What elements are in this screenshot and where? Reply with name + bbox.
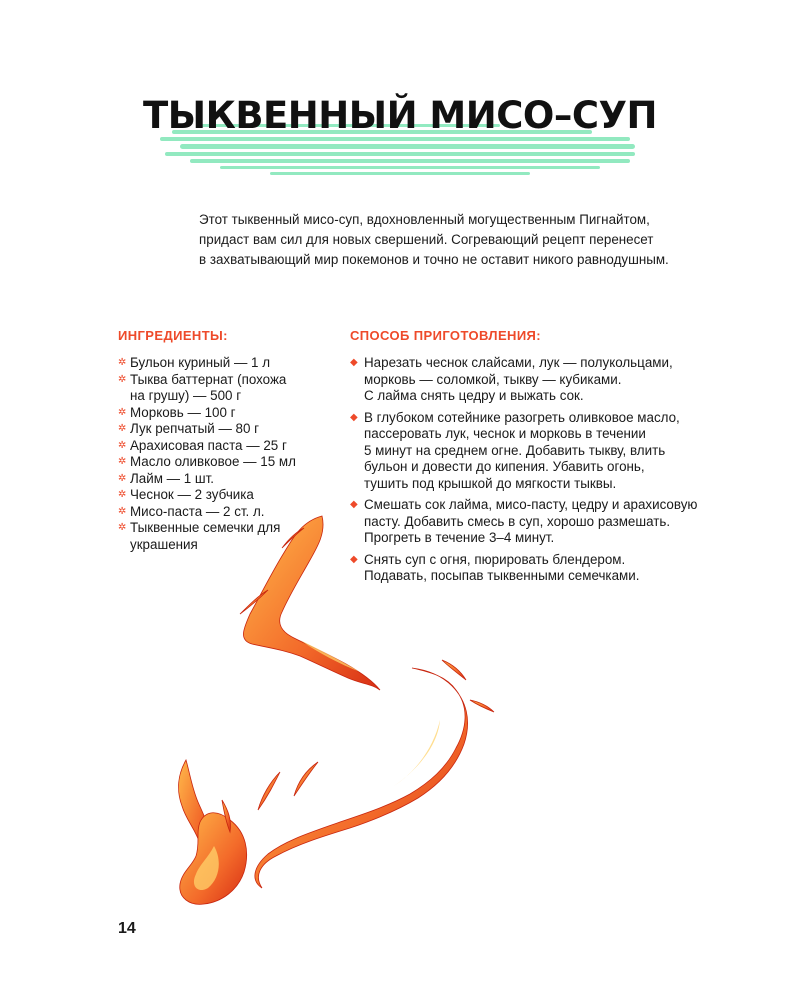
list-item: ◆ Снять суп с огня, пюрировать блендером. Подавать, посыпав тыквенными семечками. [350, 551, 640, 583]
sun-bullet-icon: ✲ [118, 456, 127, 467]
sun-bullet-icon: ✲ [118, 423, 127, 434]
list-item: ✲ Тыква баттернат (похожа на грушу) — 500 г [118, 371, 287, 403]
list-item: ✲ Чеснок — 2 зубчика [118, 487, 254, 502]
list-item: ✲ Арахисовая паста — 25 г [118, 437, 287, 453]
list-item: ◆ Смешать сок лайма, мисо-пасту, цедру и арахисовую пасту. Добавить смесь в суп, хорошо размешать. Прогреть в течение 3–4 минут. [350, 497, 698, 545]
page-number: 14 [118, 920, 136, 937]
sun-bullet-icon: ✲ [118, 439, 127, 451]
list-item: ✲ Тыквенные семечки для украшения [118, 520, 281, 552]
sun-bullet-icon: ✲ [118, 406, 127, 418]
ingredients-heading: ИНГРЕДИЕНТЫ: [118, 328, 228, 343]
method-heading: СПОСОБ ПРИГОТОВЛЕНИЯ: [350, 328, 542, 343]
sun-bullet-icon: ✲ [118, 472, 127, 484]
list-item: ◆ В глубоком сотейнике разогреть оливковое масло, пассеровать лук, чеснок и морковь в течении 5 минут на среднем огне. Добавить тыкву, влить бульон и довести до кипения. Убавить огонь, тушить под крышкой до мягкости тыквы. [350, 409, 680, 491]
list-item: ✲ Мисо-паста — 2 ст. л. [118, 503, 265, 519]
list-item: ✲ Лук репчатый — 80 г [118, 421, 260, 436]
method-section [350, 328, 710, 590]
ingredients-list [118, 355, 333, 553]
diamond-bullet-icon: ◆ [350, 411, 358, 423]
list-item: ✲ Бульон куриный — 1 л [118, 355, 271, 370]
list-item: ✲ Масло оливковое — 15 мл [118, 454, 296, 469]
intro-line: в захватывающий мир покемонов и точно не оставит никого равнодушным. [199, 252, 669, 267]
sun-bullet-icon: ✲ [118, 489, 127, 500]
list-item: ◆ Нарезать чеснок слайсами, лук — полукольцами, морковь — соломкой, тыкву — кубиками. С лайма снять цедру и выжать сок. [350, 355, 673, 403]
page-title: ТЫКВЕННЫЙ МИСО–СУП [143, 94, 657, 137]
diamond-bullet-icon: ◆ [350, 357, 358, 368]
sun-bullet-icon: ✲ [118, 505, 127, 517]
intro-line: придаст вам сил для новых свершений. Согревающий рецепт перенесет [199, 232, 654, 247]
method-steps-list [350, 355, 710, 585]
list-item: ✲ Морковь — 100 г [118, 404, 236, 420]
diamond-bullet-icon: ◆ [350, 499, 358, 510]
sun-bullet-icon: ✲ [118, 522, 127, 533]
intro-line: Этот тыквенный мисо-суп, вдохновленный могущественным Пигнайтом, [199, 212, 650, 227]
sun-bullet-icon: ✲ [118, 373, 127, 385]
sun-bullet-icon: ✲ [118, 357, 127, 368]
diamond-bullet-icon: ◆ [350, 553, 358, 565]
list-item: ✲ Лайм — 1 шт. [118, 470, 215, 486]
ingredients-section [118, 328, 333, 553]
